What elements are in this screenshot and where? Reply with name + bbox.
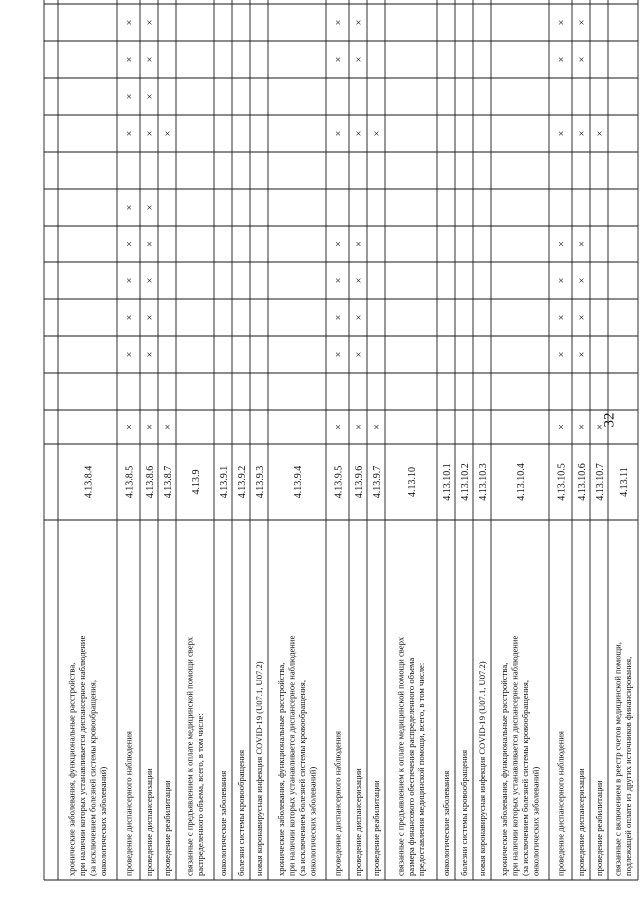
row-code: 4.13.10.5 <box>556 463 568 501</box>
cell-mark: × <box>124 424 136 430</box>
cell-mark: × <box>145 56 156 63</box>
row-code: 4.13.10.3 <box>478 463 489 501</box>
cell-mark: × <box>556 424 568 430</box>
cell-mark: × <box>145 241 156 247</box>
cell-mark: × <box>333 314 345 321</box>
row-label: предоставления медицинской помощи, всего, в том числе: <box>416 662 427 876</box>
row-label: хронические заболевания, функциональные расстройства, <box>276 662 287 876</box>
row-code: 4.13.10 <box>407 467 418 497</box>
row-code: 4.13.11 <box>619 467 630 497</box>
cell-mark: × <box>124 93 136 100</box>
row-code: 4.13.10.7 <box>595 463 606 501</box>
cell-mark: × <box>577 130 588 137</box>
row-code: 4.13.9 <box>191 469 202 495</box>
row-label: проведение диспансерного наблюдения <box>123 731 134 876</box>
row-code: 4.13.9.7 <box>372 465 383 499</box>
row-label: проведение реабилитации <box>370 780 381 876</box>
row-label: распределенного объема, всего, в том числе: <box>195 713 205 876</box>
cell-mark: × <box>577 314 588 321</box>
row-label: онкологических заболеваний) <box>307 766 318 876</box>
row-label: проведение диспансеризации <box>143 768 154 876</box>
row-label: связанные с предъявлением к оплате медицинской помощи сверх <box>395 636 406 876</box>
row-code: 4.13.10.2 <box>460 463 471 501</box>
row-label: онкологических заболеваний) <box>530 766 541 876</box>
row-code: 4.13.10.6 <box>577 463 588 501</box>
row-code: 4.13.9.5 <box>333 465 345 499</box>
row-code: 4.13.8.5 <box>124 465 136 499</box>
cell-mark: × <box>577 424 588 430</box>
cell-mark: × <box>354 56 365 63</box>
row-label: (за исключением болезней системы кровообращения, <box>520 680 530 876</box>
cell-mark: × <box>354 314 365 321</box>
row-label: болезни системы кровообращения <box>235 749 246 876</box>
row-label: при наличии которых устанавливается диспансерное наблюдение <box>286 635 297 876</box>
row-label: подлежащей оплате из других источников финансирования, <box>623 656 633 876</box>
row-label: болезни системы кровообращения <box>458 749 469 876</box>
cell-mark: × <box>333 130 345 137</box>
cell-mark: × <box>333 56 345 63</box>
cell-mark: × <box>556 19 568 26</box>
cell-mark: × <box>354 19 365 26</box>
cell-mark: × <box>354 241 365 247</box>
cell-mark: × <box>577 19 588 26</box>
row-label: онкологические заболевания <box>217 770 228 876</box>
cell-mark: × <box>354 130 365 137</box>
cell-mark: × <box>372 130 383 137</box>
row-code: 4.13.9.4 <box>293 465 304 499</box>
cell-mark: × <box>145 19 156 26</box>
row-code: 4.13.9.1 <box>219 465 230 499</box>
cell-mark: × <box>333 351 345 358</box>
row-code: 4.13.9.6 <box>354 465 365 499</box>
row-label: при наличии которых устанавливается диспансерное наблюдение <box>509 635 520 876</box>
cell-mark: × <box>145 277 156 284</box>
cell-mark: × <box>556 351 568 358</box>
row-label: при наличии которых устанавливается диспансерное наблюдение <box>77 635 88 876</box>
cell-mark: × <box>333 277 345 284</box>
row-label: связанные с включением в реестр счетов медицинской помощи, <box>612 642 623 876</box>
row-code: 4.13.9.3 <box>255 465 266 499</box>
row-label: хронические заболевания, функциональные расстройства, <box>66 662 77 876</box>
cell-mark: × <box>124 56 136 63</box>
cell-mark: × <box>556 314 568 321</box>
row-code: 4.13.8.6 <box>145 465 156 499</box>
row-code: 4.13.10.1 <box>442 463 453 501</box>
row-label: проведение диспансерного наблюдения <box>332 731 343 876</box>
cell-mark: × <box>145 130 156 137</box>
cell-mark: × <box>577 241 588 247</box>
cell-mark: × <box>595 130 606 137</box>
row-label: (за исключением болезней системы кровообращения, <box>297 680 307 876</box>
cell-mark: × <box>145 314 156 321</box>
row-code: 4.13.8.7 <box>163 465 174 499</box>
cell-mark: × <box>124 241 136 247</box>
cell-mark: × <box>556 277 568 284</box>
cell-mark: × <box>577 56 588 63</box>
cell-mark: × <box>577 351 588 358</box>
row-label: онкологических заболеваний) <box>97 766 108 876</box>
row-label: связанные с предъявлением к оплате медицинской помощи сверх <box>184 636 195 876</box>
row-label: хронические заболевания, функциональные расстройства, <box>499 662 510 876</box>
row-code: 4.13.8.4 <box>83 465 95 499</box>
cell-mark: × <box>577 277 588 284</box>
cell-mark: × <box>145 424 156 430</box>
row-label: новая коронавирусная инфекция COVID-19 (U07.1, U07.2) <box>476 661 487 876</box>
cell-mark: × <box>556 56 568 63</box>
cell-mark: × <box>124 204 136 211</box>
cell-mark: × <box>595 424 606 430</box>
cell-mark: × <box>124 19 136 26</box>
row-label: онкологические заболевания <box>440 770 451 876</box>
cell-mark: × <box>163 424 174 430</box>
cell-mark: × <box>124 314 136 321</box>
row-label: новая коронавирусная инфекция COVID-19 (U07.1, U07.2) <box>253 661 264 876</box>
row-label: размера финансового обеспечения распределенного объема <box>405 657 416 876</box>
row-code: 4.13.10.4 <box>516 463 527 501</box>
cell-mark: × <box>556 241 568 247</box>
cell-mark: × <box>333 19 345 26</box>
page-number: 32 <box>601 412 618 428</box>
row-label: проведение реабилитации <box>593 780 604 876</box>
row-code: 4.13.9.2 <box>237 465 248 499</box>
cell-mark: × <box>333 424 345 430</box>
row-label: проведение диспансеризации <box>575 768 586 876</box>
cell-mark: × <box>556 130 568 137</box>
row-label: (за исключением болезней системы кровообращения, <box>87 680 98 876</box>
row-label: проведение диспансерного наблюдения <box>555 731 566 876</box>
cell-mark: × <box>145 351 156 358</box>
cell-mark: × <box>163 130 174 137</box>
cell-mark: × <box>354 351 365 358</box>
row-label: проведение реабилитации <box>161 780 172 876</box>
cell-mark: × <box>372 424 383 430</box>
cell-mark: × <box>145 93 156 100</box>
cell-mark: × <box>354 424 365 430</box>
cell-mark: × <box>124 130 136 137</box>
cell-mark: × <box>333 241 345 247</box>
cell-mark: × <box>145 204 156 211</box>
row-label: проведение диспансеризации <box>352 768 363 876</box>
cell-mark: × <box>124 351 136 358</box>
cell-mark: × <box>124 277 136 284</box>
cell-mark: × <box>354 277 365 284</box>
